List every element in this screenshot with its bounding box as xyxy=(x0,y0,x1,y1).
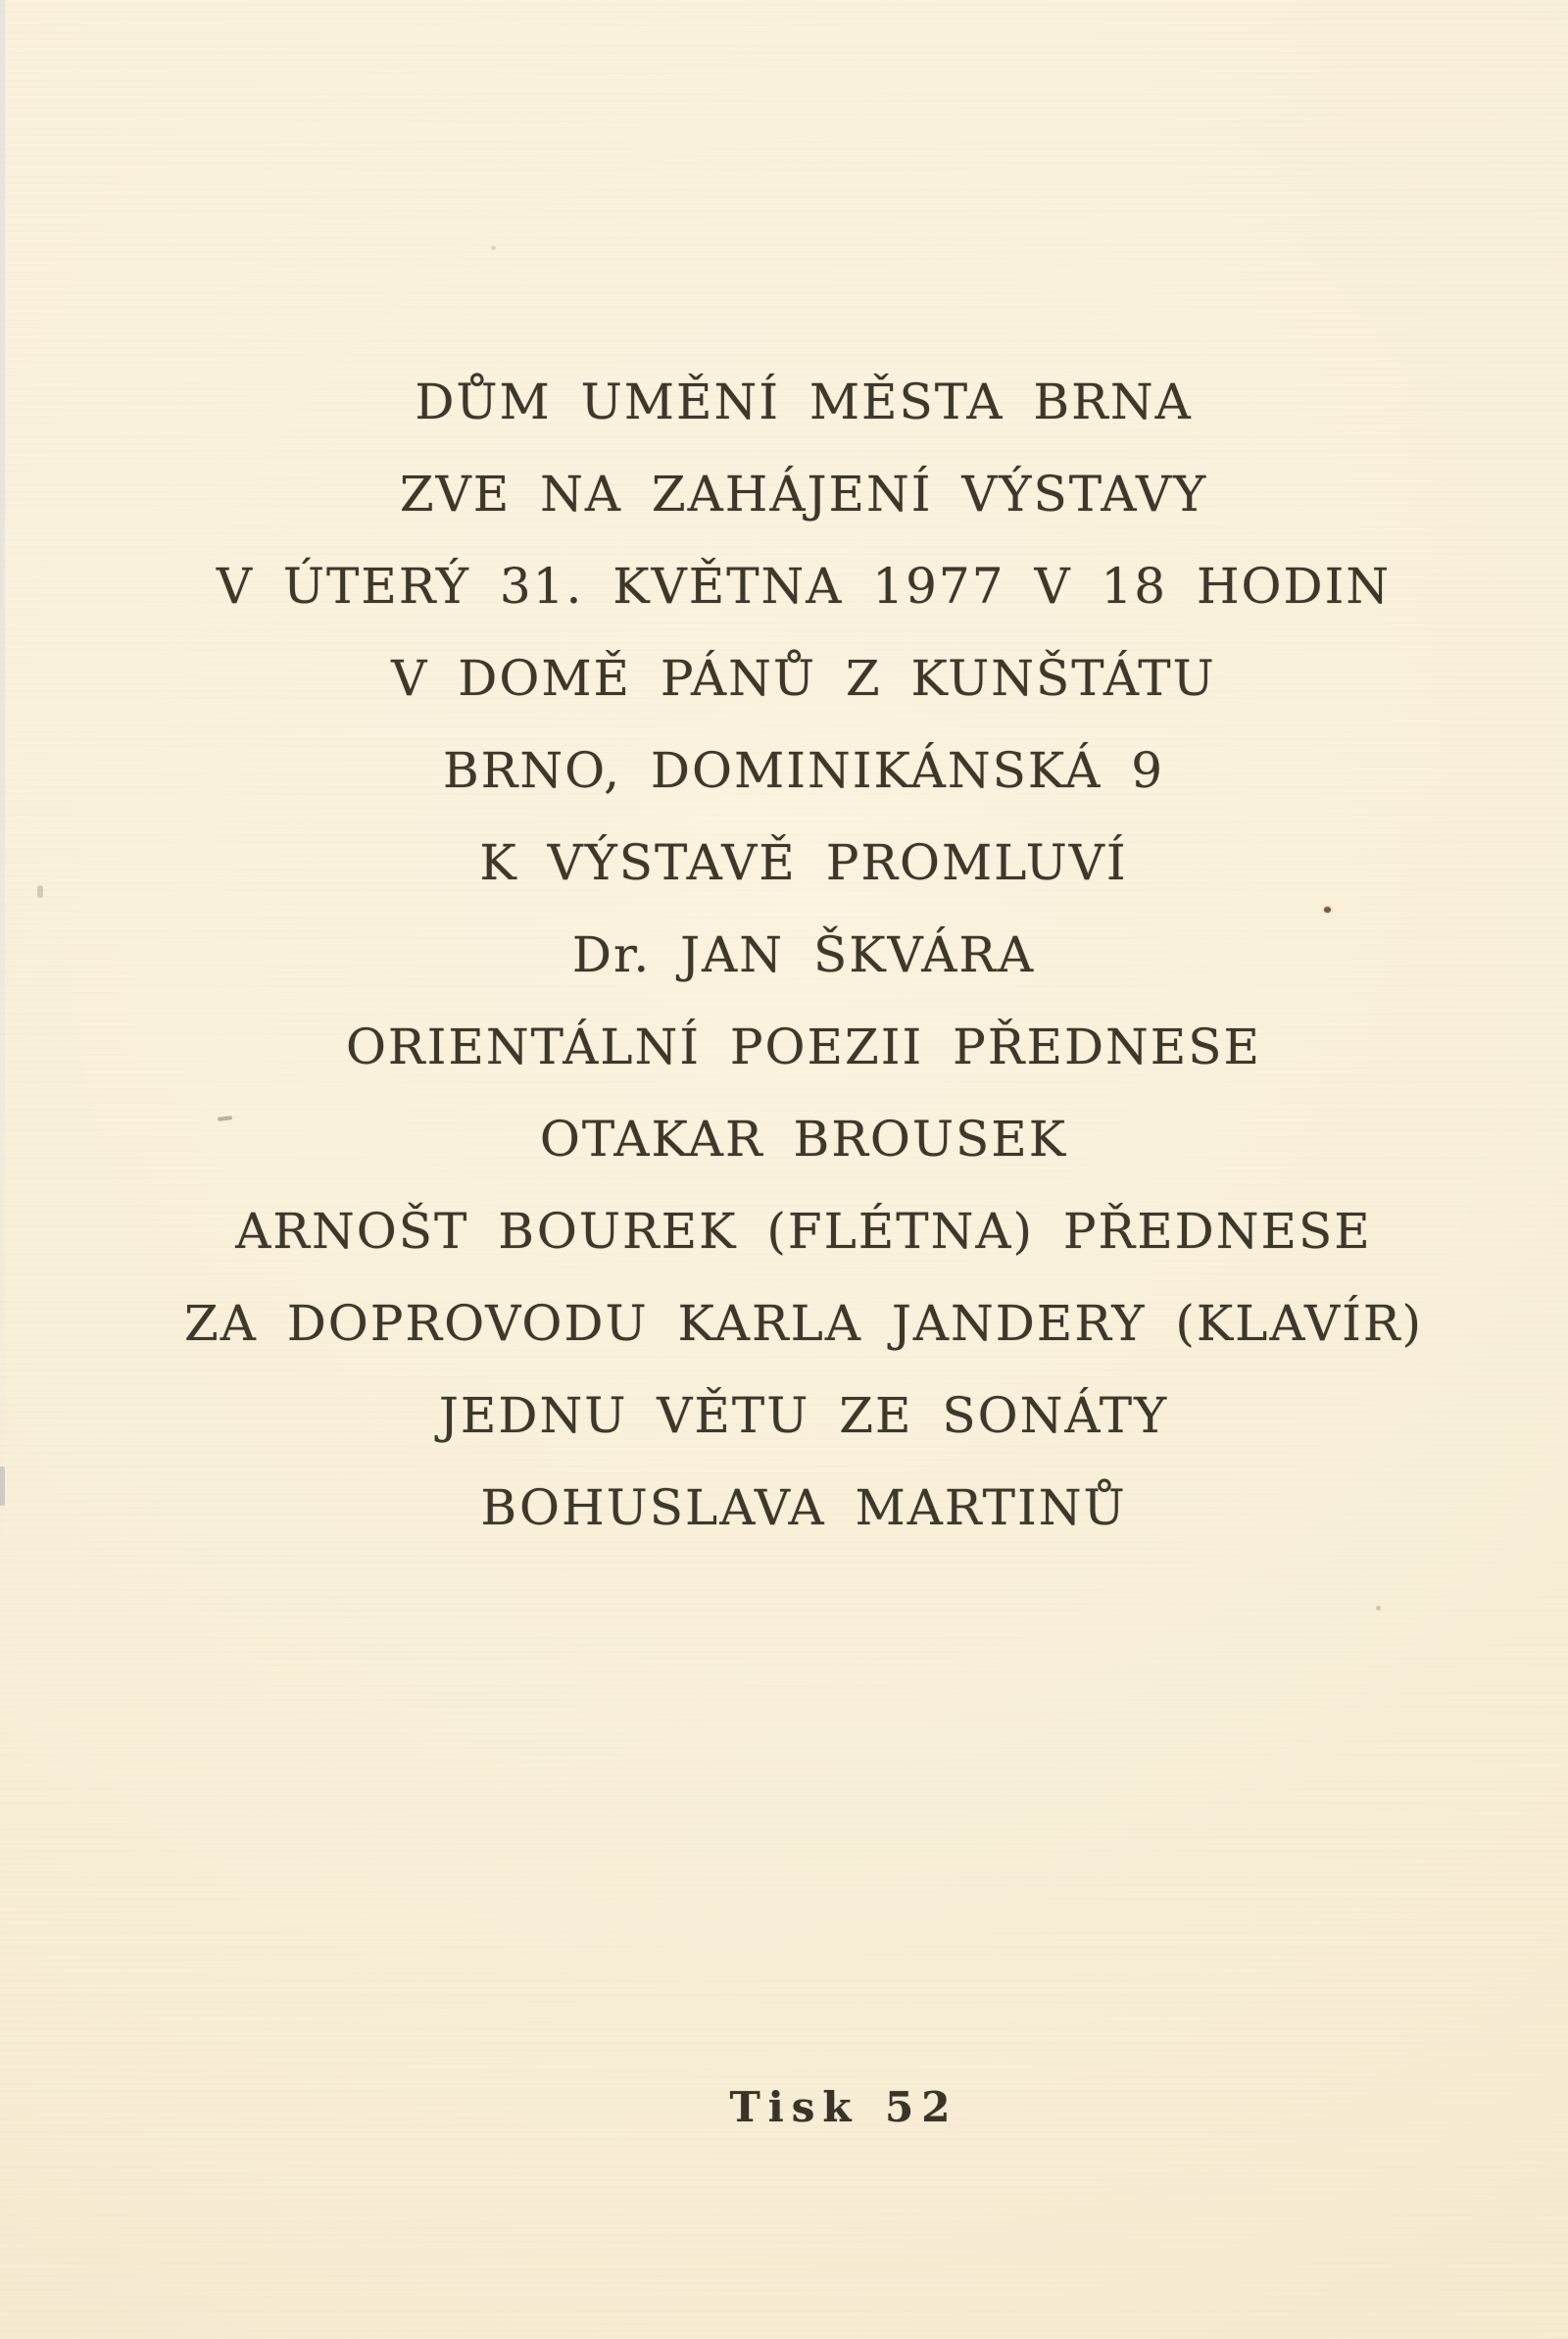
paper-speck xyxy=(491,246,496,250)
paper-speck xyxy=(37,885,43,898)
invitation-line: ZVE NA ZAHÁJENÍ VÝSTAVY xyxy=(399,466,1208,523)
address-line: BRNO, DOMINIKÁNSKÁ 9 xyxy=(442,742,1165,799)
paper-speck xyxy=(1376,1606,1381,1611)
pianist-line: ZA DOPROVODU KARLA JANDERY (KLAVÍR) xyxy=(183,1295,1424,1352)
paper-speck xyxy=(1324,907,1331,913)
venue-line: V DOMĚ PÁNŮ Z KUNŠTÁTU xyxy=(391,650,1216,707)
speech-intro-line: K VÝSTAVĚ PROMLUVÍ xyxy=(479,834,1128,891)
organizer-line: DŮM UMĚNÍ MĚSTA BRNA xyxy=(415,373,1193,430)
reciter-name-line: OTAKAR BROUSEK xyxy=(539,1111,1068,1168)
invitation-text-block xyxy=(0,356,1568,1554)
flutist-line: ARNOŠT BOUREK (FLÉTNA) PŘEDNESE xyxy=(235,1203,1372,1260)
poetry-intro-line: ORIENTÁLNÍ POEZII PŘEDNESE xyxy=(345,1019,1262,1075)
speaker-name-line: Dr. JAN ŠKVÁRA xyxy=(571,926,1036,983)
print-mark: Tisk 52 xyxy=(729,2083,958,2131)
footer-block xyxy=(0,2082,1568,2133)
date-time-line: V ÚTERÝ 31. KVĚTNA 1977 V 18 HODIN xyxy=(216,558,1392,615)
sonata-line: JEDNU VĚTU ZE SONÁTY xyxy=(438,1387,1169,1444)
composer-line: BOHUSLAVA MARTINŮ xyxy=(480,1479,1127,1536)
